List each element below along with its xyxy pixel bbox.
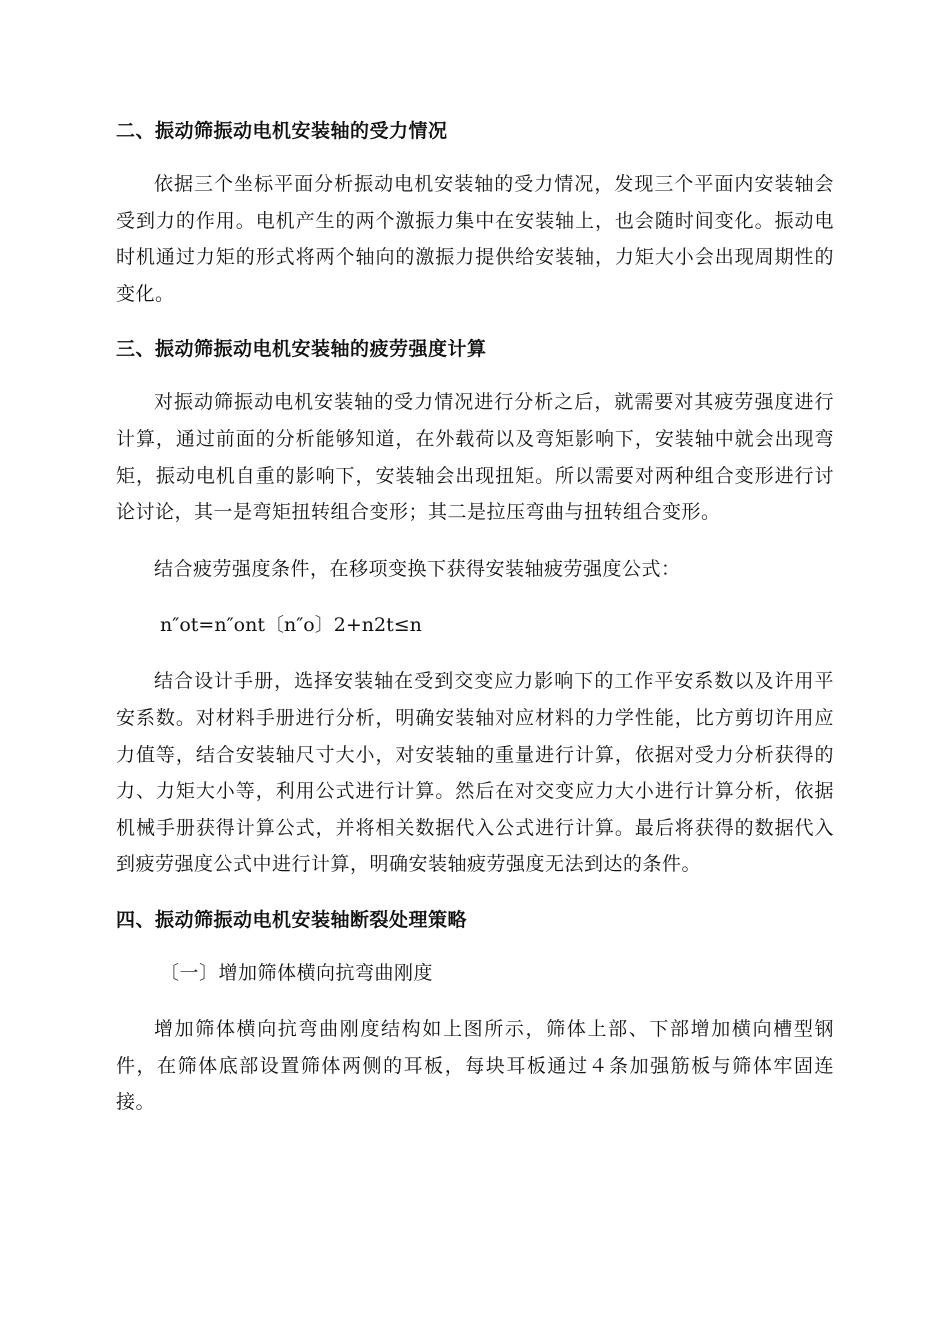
document-body: [116, 114, 834, 1121]
section-heading-2: 二、振动筛振动电机安装轴的受力情况: [116, 120, 448, 142]
section-heading-3: 三、振动筛振动电机安装轴的疲劳强度计算: [116, 338, 487, 361]
section-3-paragraph-3: 结合设计手册，选择安装轴在受到交变应力影响下的工作平安系数以及许用平安系数。对材料手册进行分析，明确安装轴对应材料的力学性能，比方剪切许用应力值等，结合安装轴尺寸大小，对安装轴的重量进行计算，依据对受力分析获得的力、力矩大小等，利用公式进行计算。然后在对交变应力大小进行计算分析，依据机械手册获得计算公式，并将相关数据代入公式进行计算。最后将获得的数据代入到疲劳强度公式中进行计算，明确安装轴疲劳强度无法到达的条件。: [116, 670, 834, 876]
section-2-paragraph: 依据三个坐标平面分析振动电机安装轴的受力情况，发现三个平面内安装轴会受到力的作用。电机产生的两个激振力集中在安装轴上，也会随时间变化。振动电时机通过力矩的形式将两个轴向的激振力提供给安装轴，力矩大小会出现周期性的变化。: [116, 173, 834, 305]
fatigue-strength-formula: n″ot=n″ont〔n″o〕2+n2t≤n: [160, 614, 422, 637]
section-3-paragraph-1: 对振动筛振动电机安装轴的受力情况进行分析之后，就需要对其疲劳强度进行计算，通过前面的分析能够知道，在外载荷以及弯矩影响下，安装轴中就会出现弯矩，振动电机自重的影响下，安装轴会出现扭矩。所以需要对两种组合变形进行讨论讨论，其一是弯矩扭转组合变形；其二是拉压弯曲与扭转组合变形。: [116, 391, 834, 524]
section-4-subheading: 〔一〕增加筛体横向抗弯曲刚度: [160, 961, 434, 984]
section-4-paragraph: 增加筛体横向抗弯曲刚度结构如上图所示，筛体上部、下部增加横向槽型钢件，在筛体底部设置筛体两侧的耳板，每块耳板通过４条加强筋板与筛体牢固连接。: [116, 1017, 834, 1114]
section-heading-4: 四、振动筛振动电机安装轴断裂处理策略: [116, 908, 468, 931]
section-3-paragraph-2: 结合疲劳强度条件，在移项变换下获得安装轴疲劳强度公式：: [154, 557, 681, 580]
